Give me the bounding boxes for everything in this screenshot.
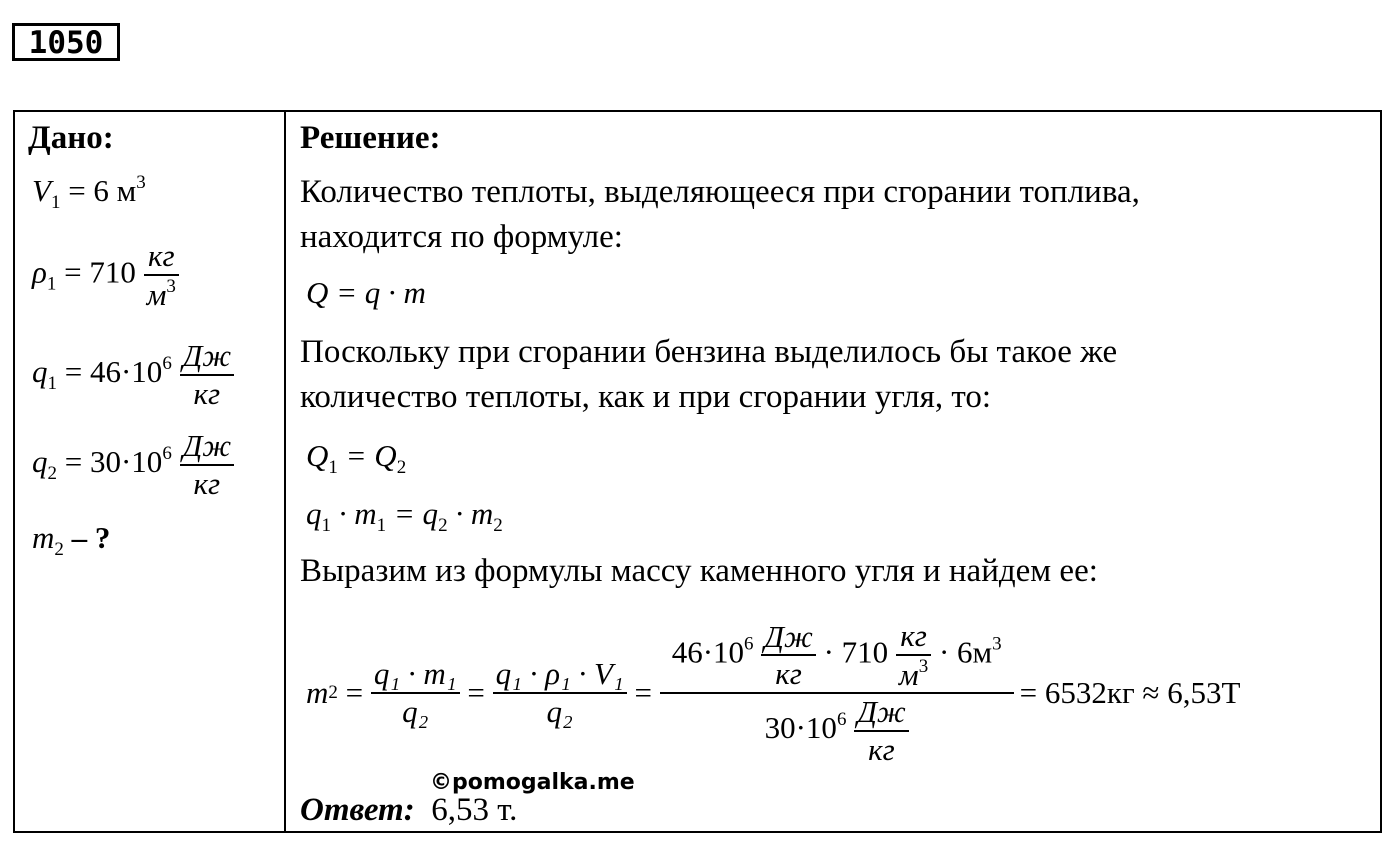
problem-number: 1050 <box>12 23 120 61</box>
solution-text-2: находится по формуле: <box>300 219 623 255</box>
formula-heat: Q = q · m <box>306 275 426 310</box>
solution-text-4: количество теплоты, как и при сгорании угля, то: <box>300 379 991 415</box>
solution-heading: Решение: <box>300 120 441 156</box>
given-volume: $V_1 = 6$ $м^3$ <box>32 172 146 213</box>
watermark: ©pomogalka.me <box>430 770 635 795</box>
formula-qm-balance: $q_1 \cdot m_1 = q_2 \cdot m_2$ <box>306 496 503 536</box>
answer <box>300 792 517 829</box>
column-divider <box>284 110 286 833</box>
solution-text-3: Поскольку при сгорании бензина выделилось бы такое же <box>300 334 1118 370</box>
given-find: $m_2$ – ? <box>32 520 111 560</box>
solution-text-1: Количество теплоты, выделяющееся при сгорании топлива, <box>300 174 1140 210</box>
formula-final: m 2 = $\frac{\text{q₁ · m₁}}{\text{q₂}}$ = $\frac{\text{q₁ · ρ₁ · V₁}}{\text{q₂}}$ = $46\cdot 10^6$ $\frac{Дж}{кг}$ · 710 $\frac{кг}{м^3}$ · $6м^3$ $30\cdot 10^6$ $\frac{Дж}{кг}$ = 6532кг ≈ 6,53Т <box>306 618 1241 767</box>
given-q2: $q_2 = 30\cdot 10^6$ $\frac{Дж}{кг}$ <box>32 428 234 501</box>
given-q1: $q_1 = 46\cdot 10^6$ $\frac{Дж}{кг}$ <box>32 338 234 411</box>
answer-value: 6,53 т. <box>431 792 518 828</box>
answer-label: Ответ: <box>300 792 415 828</box>
given-density: $\rho_1 = 710$ $\frac{кг}{м^3}$ <box>32 238 179 312</box>
given-heading: Дано: <box>28 120 114 156</box>
formula-equal-heat: $Q_1 = Q_2$ <box>306 438 407 478</box>
solution-text-5: Выразим из формулы массу каменного угля и найдем ее: <box>300 553 1098 589</box>
